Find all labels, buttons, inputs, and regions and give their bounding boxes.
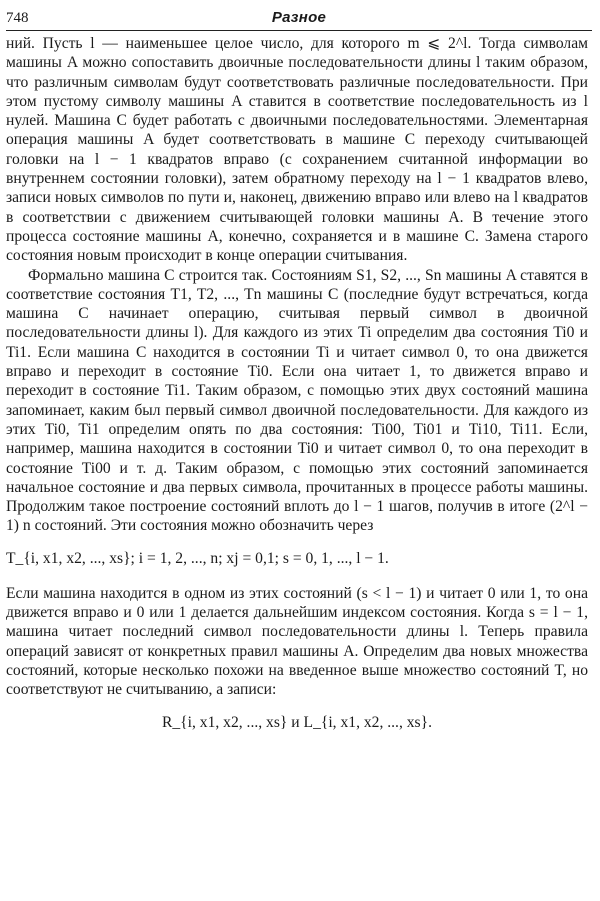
paragraph-1: ний. Пусть l — наименьшее целое число, для которого m ⩽ 2^l. Тогда символам машины A можно сопоставить двоичные последовательности длины l таким образом, что различным символам будут соответствовать различные последовательности. При этом пустому символу машины A ставится в соответствие последовательность из l нулей. Машина C будет работать с двоичными последовательностями. Элементарная операция машины A будет соответствовать в машине C переходу считывающей головки на l − 1 квадратов вправо (с сохранением считанной информации во внутреннем состоянии головки), затем обратному переходу на l − 1 квадратов влево, записи новых символов по пути и, наконец, движению вправо или влево на l квадратов в соответствии с движением считывающей головки машины A. В течение этого процесса состояние машины A, конечно, сохраняется и в машине C. Замена старого состояния новым происходит в конце операции считывания. [6, 35, 588, 265]
state-notation-formula: T_{i, x1, x2, ..., xs}; i = 1, 2, ..., n; xj = 0,1; s = 0, 1, ..., l − 1. [6, 549, 389, 567]
paragraph-3: Если машина находится в одном из этих состояний (s < l − 1) и читает 0 или 1, то она движется вправо и 0 или 1 делается дальнейшим индексом состояния. Когда s = l − 1, машина читает последний символ последовательности длины l. Теперь правила операций зависят от конкретных правил машины A. Определим два новых множества состояний, которые несколько похожи на введенное выше множество состояний T, но соответствуют не считыванию, а записи: [6, 584, 588, 699]
running-title: Разное [271, 9, 327, 26]
page-number: 748 [6, 10, 29, 26]
page-body [6, 34, 588, 748]
page-header [6, 8, 592, 31]
paragraph-2: Формально машина C строится так. Состояниям S1, S2, ..., Sn машины A ставятся в соответствие состояния T1, T2, ..., Tn машины C (последние будут встречаться, когда машина C начинает операцию, считывая первый символ в двоичной последовательности длины l). Для каждого из этих Ti определим два состояния Ti0 и Ti1. Если машина C находится в состоянии Ti и читает символ 0, то она движется вправо и переходит в состояние Ti0. Если она читает 1, то движется вправо и переходит в состояние Ti1. Таким образом, с помощью этих двух состояний машина запоминает, каким был первый символ двоичной последовательности. Для каждого из этих Ti0, Ti1 определим опять по два состояния: Ti00, Ti01 и Ti10, Ti11. Если, например, машина находится в состоянии Ti0 и читает символ 0, то она переходит в состояние Ti00 и т. д. Таким образом, с помощью этих состояний запоминается начальное состояние и два первых символа, прочитанных в процессе работы машины. Продолжим такое построение состояний вплоть до l − 1 шагов, получив в итоге (2^l − 1) n состояний. Эти состояния можно обозначить через [6, 266, 588, 535]
write-states-formula: R_{i, x1, x2, ..., xs} и L_{i, x1, x2, ..., xs}. [161, 713, 433, 731]
